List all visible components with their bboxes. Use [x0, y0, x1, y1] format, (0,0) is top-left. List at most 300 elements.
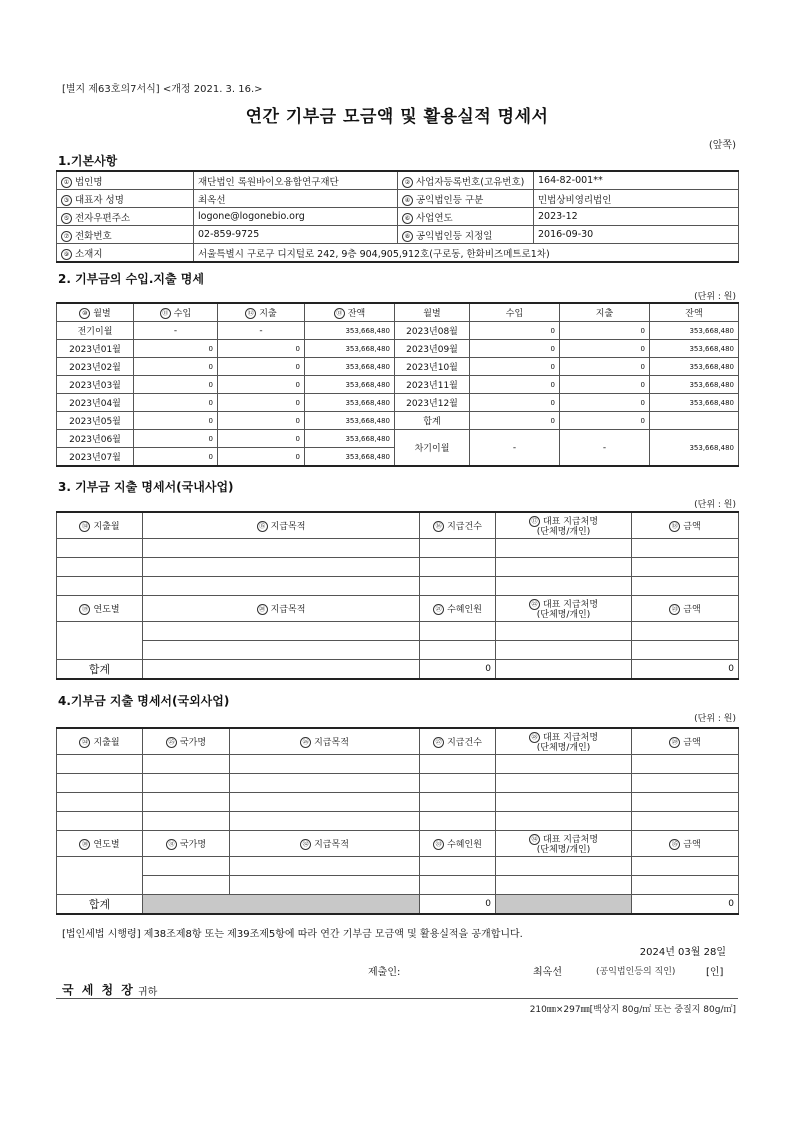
column-header [420, 728, 496, 754]
balance-cell: 353,668,480 [650, 394, 739, 412]
field-label-text: 전화번호 [75, 230, 112, 242]
column-header [560, 303, 650, 322]
item-number-badge: ㉖ [300, 737, 311, 748]
empty-cell [143, 773, 230, 792]
expense-cell: 0 [560, 358, 650, 376]
domestic-unit-label: (단위 : 원) [694, 500, 736, 510]
submission-date: 2024년 03월 28일 [639, 947, 726, 958]
table-row [57, 244, 739, 263]
item-number-badge: ㉟ [669, 839, 680, 850]
empty-cell [632, 773, 739, 792]
field-label-text: 사업연도 [416, 212, 453, 224]
column-header [134, 303, 218, 322]
empty-cell [496, 811, 632, 830]
table-row [57, 358, 739, 376]
empty-row [57, 754, 739, 773]
item-number-badge: ② [402, 177, 413, 188]
expense-cell: 0 [218, 376, 305, 394]
empty-cell [420, 538, 496, 557]
item-number-badge: ⑯ [433, 521, 444, 532]
empty-row [57, 811, 739, 830]
empty-cell [632, 811, 739, 830]
empty-cell [57, 792, 143, 811]
income-cell: 0 [470, 412, 560, 430]
empty-cell [496, 856, 632, 875]
empty-cell [632, 856, 739, 875]
honorific: 귀하 [138, 987, 158, 998]
month-cell: 2023년09월 [395, 340, 470, 358]
empty-cell [143, 621, 420, 640]
column-header [496, 728, 632, 754]
month-cell: 2023년07월 [57, 448, 134, 467]
expense-cell: 0 [560, 322, 650, 340]
column-header [57, 728, 143, 754]
header-label: 대표 지급처명 [542, 834, 599, 845]
empty-cell [143, 659, 420, 679]
field-value: 2023-12 [534, 208, 739, 226]
field-label-text: 공익법인등 구분 [416, 194, 484, 206]
empty-cell [57, 811, 143, 830]
field-label-text: 공익법인등 지정일 [416, 230, 493, 242]
header-label: 월별 [93, 309, 111, 319]
column-header [632, 830, 739, 856]
empty-cell [420, 621, 496, 640]
balance-cell [650, 412, 739, 430]
empty-cell [57, 856, 143, 894]
empty-row [57, 538, 739, 557]
month-cell: 2023년12월 [395, 394, 470, 412]
item-number-badge: ⑤ [61, 213, 72, 224]
empty-row [57, 576, 739, 595]
header-label: 수입 [505, 309, 524, 319]
column-header [632, 728, 739, 754]
item-number-badge: ⑬ [334, 308, 345, 319]
empty-cell [420, 792, 496, 811]
total-label: 합계 [57, 659, 143, 679]
empty-cell [230, 754, 420, 773]
item-number-badge: ③ [61, 195, 72, 206]
empty-cell [143, 811, 230, 830]
footer-divider [56, 998, 738, 999]
month-cell: 2023년10월 [395, 358, 470, 376]
header-label: 수혜인원 [447, 839, 482, 850]
empty-cell [57, 557, 143, 576]
income-cell: 0 [470, 322, 560, 340]
column-header [218, 303, 305, 322]
header-label: 대표 지급처명 [542, 732, 599, 743]
item-number-badge: ① [61, 177, 72, 188]
submitter-name: 최옥선 [533, 967, 562, 978]
field-label-text: 소재지 [75, 248, 103, 260]
column-header [420, 595, 496, 621]
column-header [57, 303, 134, 322]
month-cell: 2023년01월 [57, 340, 134, 358]
column-header [470, 303, 560, 322]
submitter-label: 제출인: [368, 967, 401, 978]
column-header [420, 512, 496, 538]
empty-cell [496, 557, 632, 576]
item-number-badge: ㉓ [669, 604, 680, 615]
field-label [398, 171, 534, 190]
header-label: 금액 [683, 737, 701, 748]
table-row [57, 226, 739, 244]
income-cell: 0 [470, 394, 560, 412]
disclosure-statement: [법인세법 시행령] 제38조제8항 또는 제39조제5항에 따라 연간 기부금 모금액 및 활용실적을 공개합니다. [62, 929, 523, 940]
header-label: 지급목적 [270, 604, 306, 615]
item-number-badge: ㉝ [433, 839, 444, 850]
item-number-badge: ㉒ [529, 599, 540, 610]
field-label-text: 법인명 [75, 176, 103, 188]
item-number-badge: ⑰ [529, 516, 540, 527]
item-number-badge: ⑱ [669, 521, 680, 532]
header-label: 대표 지급처명 [542, 516, 599, 527]
total-count: 0 [420, 894, 496, 914]
total-row [57, 894, 739, 914]
column-header [143, 830, 230, 856]
expense-cell: 0 [218, 430, 305, 448]
header-label: 국가명 [179, 737, 207, 748]
total-amount: 0 [632, 659, 739, 679]
empty-cell [496, 792, 632, 811]
empty-row [57, 640, 739, 659]
empty-cell [230, 875, 420, 894]
empty-cell [496, 576, 632, 595]
empty-cell [57, 621, 143, 659]
empty-cell [230, 792, 420, 811]
item-number-badge: ⑲ [79, 604, 90, 615]
header-label: 지급건수 [447, 521, 482, 532]
empty-cell [230, 856, 420, 875]
item-number-badge: ⑫ [245, 308, 256, 319]
carry-forward-balance: 353,668,480 [650, 430, 739, 467]
empty-cell [420, 640, 496, 659]
field-label [57, 226, 194, 244]
month-cell: 합계 [395, 412, 470, 430]
empty-cell [632, 640, 739, 659]
header-sublabel: (단체명/개인) [536, 526, 591, 537]
month-cell: 2023년02월 [57, 358, 134, 376]
empty-cell [420, 875, 496, 894]
empty-cell [420, 811, 496, 830]
income-cell: 0 [134, 430, 218, 448]
empty-row [57, 773, 739, 792]
balance-cell: 353,668,480 [650, 358, 739, 376]
balance-cell: 353,668,480 [305, 340, 395, 358]
income-cell: 0 [470, 340, 560, 358]
field-value: 민법상비영리법인 [534, 190, 739, 208]
header-label: 잔액 [347, 309, 366, 319]
income-cell: 0 [134, 358, 218, 376]
month-cell: 2023년05월 [57, 412, 134, 430]
field-label-text: 대표자 성명 [75, 194, 124, 206]
month-cell: 2023년06월 [57, 430, 134, 448]
empty-cell [632, 754, 739, 773]
income-cell: 0 [134, 340, 218, 358]
expense-cell: 0 [218, 394, 305, 412]
column-header [57, 830, 143, 856]
item-number-badge: ㉔ [79, 737, 90, 748]
carry-forward-expense: - [560, 430, 650, 467]
column-header [496, 595, 632, 621]
column-header [496, 830, 632, 856]
field-label [398, 190, 534, 208]
field-value: logone@logonebio.org [194, 208, 398, 226]
item-number-badge: ㉜ [300, 839, 311, 850]
balance-cell: 353,668,480 [650, 376, 739, 394]
item-number-badge: ⑧ [402, 231, 413, 242]
empty-row [57, 792, 739, 811]
expense-cell: - [218, 322, 305, 340]
table-row [57, 412, 739, 430]
expense-cell: 0 [560, 376, 650, 394]
field-value: 최옥선 [194, 190, 398, 208]
total-count: 0 [420, 659, 496, 679]
column-header [143, 595, 420, 621]
empty-cell [143, 856, 230, 875]
header-label: 금액 [683, 604, 701, 615]
balance-cell: 353,668,480 [305, 322, 395, 340]
item-number-badge: ㉘ [529, 732, 540, 743]
item-number-badge: ㉙ [669, 737, 680, 748]
column-header [230, 728, 420, 754]
carry-forward-label: 차기이월 [395, 430, 470, 467]
empty-cell [632, 875, 739, 894]
empty-cell [143, 754, 230, 773]
section-basic-heading: 1.기본사항 [58, 154, 118, 168]
empty-cell [632, 621, 739, 640]
field-value: 02-859-9725 [194, 226, 398, 244]
table-header-row [57, 595, 739, 621]
page-side-label: (앞쪽) [708, 140, 736, 151]
item-number-badge: ⑦ [61, 231, 72, 242]
item-number-badge: ⑮ [257, 521, 268, 532]
header-label: 지급목적 [270, 521, 306, 532]
header-label: 연도별 [93, 604, 120, 615]
item-number-badge: ⑭ [79, 521, 90, 532]
empty-cell [57, 576, 143, 595]
empty-cell [143, 875, 230, 894]
header-label: 지출 [595, 309, 614, 319]
empty-cell [420, 856, 496, 875]
header-label: 금액 [683, 521, 701, 532]
empty-cell [143, 792, 230, 811]
expense-cell: 0 [218, 412, 305, 430]
empty-cell [496, 621, 632, 640]
table-header-row [57, 830, 739, 856]
table-row [57, 190, 739, 208]
income-expense-table [56, 302, 739, 467]
document-title: 연간 기부금 모금액 및 활용실적 명세서 [245, 107, 549, 127]
field-label-text: 사업자등록번호(고유번호) [416, 176, 525, 188]
empty-cell [632, 538, 739, 557]
income-cell: 0 [134, 412, 218, 430]
header-label: 연도별 [93, 839, 120, 850]
total-label: 합계 [57, 894, 143, 914]
field-value: 재단법인 록원바이오융합연구재단 [194, 171, 398, 190]
income-cell: 0 [134, 394, 218, 412]
empty-row [57, 621, 739, 640]
column-header [496, 512, 632, 538]
empty-cell [143, 576, 420, 595]
empty-row [57, 856, 739, 875]
field-label [57, 171, 194, 190]
header-label: 대표 지급처명 [542, 599, 599, 610]
empty-cell [143, 557, 420, 576]
total-amount: 0 [632, 894, 739, 914]
balance-cell: 353,668,480 [305, 448, 395, 467]
balance-cell: 353,668,480 [650, 322, 739, 340]
field-label [398, 208, 534, 226]
empty-cell [143, 640, 420, 659]
column-header [420, 830, 496, 856]
header-label: 월별 [423, 309, 441, 319]
empty-cell [496, 538, 632, 557]
expense-cell: 0 [218, 448, 305, 467]
foreign-unit-label: (단위 : 원) [694, 714, 736, 724]
column-header [305, 303, 395, 322]
empty-cell [420, 754, 496, 773]
expense-cell: 0 [560, 340, 650, 358]
balance-cell: 353,668,480 [305, 376, 395, 394]
empty-cell [632, 576, 739, 595]
month-cell: 2023년04월 [57, 394, 134, 412]
balance-cell: 353,668,480 [305, 358, 395, 376]
item-number-badge: ㉚ [79, 839, 90, 850]
field-label [57, 190, 194, 208]
total-row [57, 659, 739, 679]
month-cell: 2023년08월 [395, 322, 470, 340]
column-header [650, 303, 739, 322]
empty-cell [143, 538, 420, 557]
table-row [57, 171, 739, 190]
item-number-badge: ㉞ [529, 834, 540, 845]
shaded-cell [496, 894, 632, 914]
empty-cell [496, 875, 632, 894]
flow-unit-label: (단위 : 원) [694, 292, 736, 302]
field-label-text: 전자우편주소 [75, 212, 131, 224]
header-label: 수혜인원 [447, 604, 482, 615]
empty-cell [496, 773, 632, 792]
header-label: 지급목적 [314, 737, 349, 748]
empty-row [57, 875, 739, 894]
header-sublabel: (단체명/개인) [536, 742, 591, 753]
empty-cell [230, 811, 420, 830]
column-header [230, 830, 420, 856]
balance-cell: 353,668,480 [650, 340, 739, 358]
section-domestic-heading: 3. 기부금 지출 명세서(국내사업) [58, 480, 234, 494]
income-cell: 0 [470, 376, 560, 394]
table-row [57, 376, 739, 394]
table-header-row [57, 728, 739, 754]
table-row [57, 340, 739, 358]
column-header [143, 728, 230, 754]
item-number-badge: ㉗ [433, 737, 444, 748]
shaded-cell [143, 894, 420, 914]
empty-cell [57, 773, 143, 792]
table-row [57, 208, 739, 226]
column-header [632, 512, 739, 538]
empty-cell [496, 659, 632, 679]
field-label [398, 226, 534, 244]
header-label: 지급건수 [447, 737, 482, 748]
section-foreign-heading: 4.기부금 지출 명세서(국외사업) [58, 694, 230, 708]
item-number-badge: ⑨ [61, 249, 72, 260]
balance-cell: 353,668,480 [305, 430, 395, 448]
income-cell: - [134, 322, 218, 340]
empty-cell [496, 640, 632, 659]
header-sublabel: (단체명/개인) [536, 844, 591, 855]
expense-cell: 0 [560, 394, 650, 412]
table-row [57, 322, 739, 340]
field-label [57, 244, 194, 263]
carry-forward-income: - [470, 430, 560, 467]
balance-cell: 353,668,480 [305, 394, 395, 412]
item-number-badge: ⑪ [160, 308, 171, 319]
month-cell: 2023년03월 [57, 376, 134, 394]
recipient: 국 세 청 장 [62, 983, 135, 997]
empty-cell [57, 538, 143, 557]
empty-cell [57, 754, 143, 773]
table-header-row [57, 512, 739, 538]
field-value: 2016-09-30 [534, 226, 739, 244]
form-number: [별지 제63호의7서식] <개정 2021. 3. 16.> [62, 84, 263, 95]
item-number-badge: ⑳ [257, 604, 268, 615]
header-label: 지출 [259, 309, 277, 319]
column-header [57, 595, 143, 621]
column-header [395, 303, 470, 322]
item-number-badge: ⑥ [402, 213, 413, 224]
column-header [57, 512, 143, 538]
field-value: 164-82-001** [534, 171, 739, 190]
empty-cell [632, 792, 739, 811]
item-number-badge: ㉑ [433, 604, 444, 615]
item-number-badge: ④ [402, 195, 413, 206]
empty-cell [230, 773, 420, 792]
balance-cell: 353,668,480 [305, 412, 395, 430]
column-header [143, 512, 420, 538]
expense-cell: 0 [560, 412, 650, 430]
empty-cell [632, 557, 739, 576]
item-number-badge: ㉛ [166, 839, 177, 850]
month-cell: 2023년11월 [395, 376, 470, 394]
empty-cell [420, 557, 496, 576]
empty-row [57, 557, 739, 576]
header-label: 금액 [683, 839, 701, 850]
domestic-expense-table [56, 511, 739, 680]
empty-cell [420, 773, 496, 792]
header-label: 지급목적 [314, 839, 349, 850]
paper-spec: 210㎜×297㎜[백상지 80g/㎡ 또는 중질지 80g/㎡] [529, 1005, 736, 1015]
income-cell: 0 [134, 448, 218, 467]
address-value: 서울특별시 구로구 디지털로 242, 9층 904,905,912호(구로동, 한화비즈메트로1차) [194, 244, 739, 263]
expense-cell: 0 [218, 358, 305, 376]
header-label: 국가명 [179, 839, 207, 850]
table-header-row [57, 303, 739, 322]
header-label: 잔액 [685, 309, 703, 319]
seal-mark: [인] [706, 967, 724, 978]
header-label: 지출월 [93, 737, 120, 748]
column-header [632, 595, 739, 621]
foreign-expense-table [56, 727, 739, 915]
header-label: 지출월 [93, 521, 120, 532]
header-sublabel: (단체명/개인) [536, 609, 591, 620]
expense-cell: 0 [218, 340, 305, 358]
income-cell: 0 [470, 358, 560, 376]
submitter-role: (공익법인등의 직인) [596, 967, 676, 977]
basic-info-table [56, 170, 739, 263]
field-label [57, 208, 194, 226]
income-cell: 0 [134, 376, 218, 394]
